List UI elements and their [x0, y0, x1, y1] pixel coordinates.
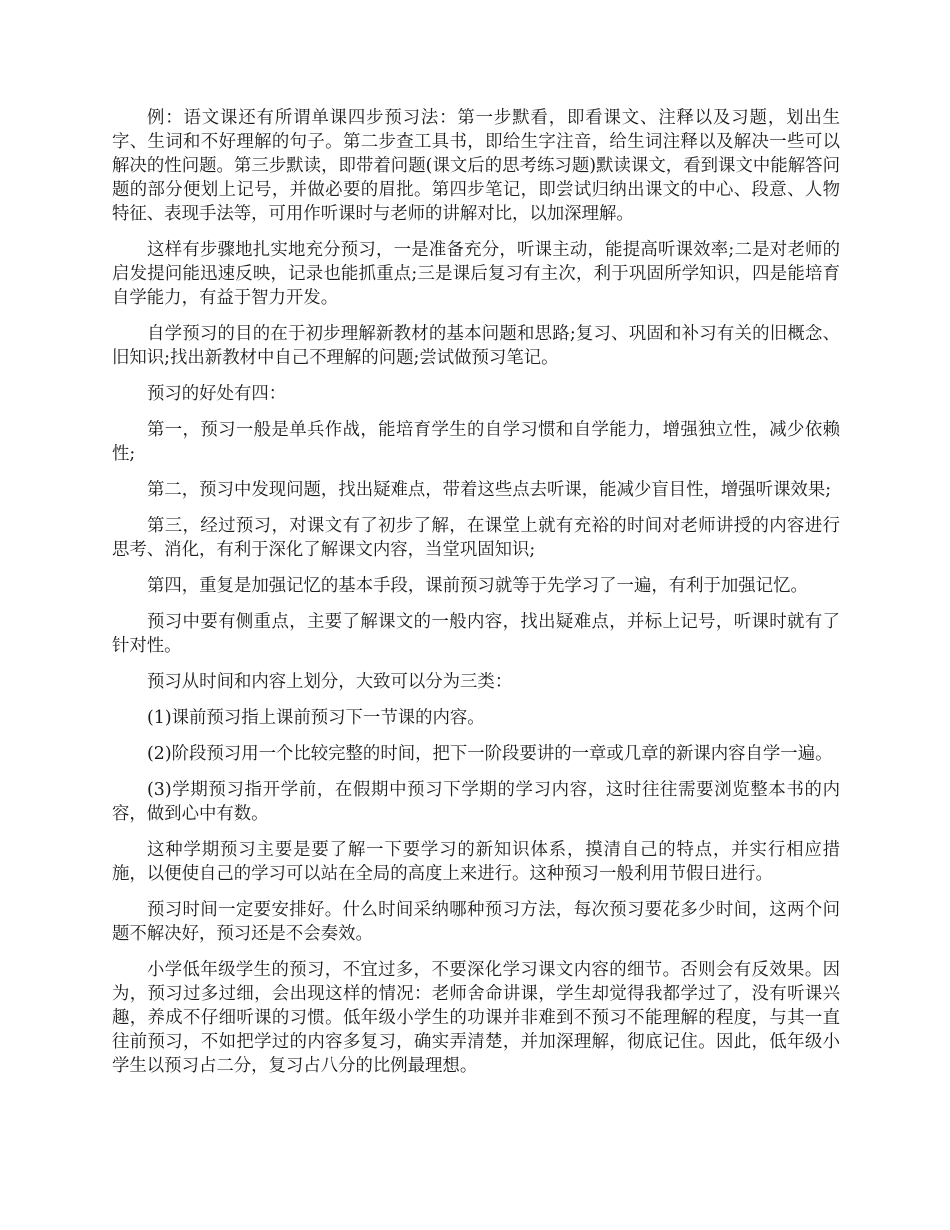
paragraph-15: 预习时间一定要安排好。什么时间采纳哪种预习方法，每次预习要花多少时间，这两个问题不解决好，预习还是不会奏效。	[112, 900, 840, 944]
paragraph-11: (1)课前预习指上课前预习下一节课的内容。	[147, 708, 485, 728]
paragraph-12: (2)阶段预习用一个比较完整的时间，把下一阶段要讲的一章或几章的新课内容自学一遍。	[147, 744, 833, 764]
paragraph-16: 小学低年级学生的预习，不宜过多，不要深化学习课文内容的细节。否则会有反效果。因为，预习过多过细，会出现这样的情况：老师舍命讲课，学生却觉得我都学过了，没有听课兴趣，养成不仔细听课的习惯。低年级小学生的功课并非难到不预习不能理解的程度，与其一直往前预习，不如把学过的内容多复习，确实弄清楚，并加深理解，彻底记住。因此，低年级小学生以预习占二分，复习占八分的比例最理想。	[112, 960, 840, 1076]
paragraph-9: 预习中要有侧重点，主要了解课文的一般内容，找出疑难点，并标上记号，听课时就有了针对性。	[112, 612, 840, 656]
paragraph-6: 第二，预习中发现问题，找出疑难点，带着这些点去听课，能减少盲目性，增强听课效果;	[147, 480, 832, 500]
paragraph-7: 第三，经过预习，对课文有了初步了解，在课堂上就有充裕的时间对老师讲授的内容进行思考、消化，有利于深化了解课文内容，当堂巩固知识;	[112, 516, 840, 560]
paragraph-1: 例：语文课还有所谓单课四步预习法：第一步默看，即看课文、注释以及习题，划出生字、生词和不好理解的句子。第二步查工具书，即给生字注音，给生词注释以及解决一些可以解决的性问题。第三步默读，即带着问题(课文后的思考练习题)默读课文，看到课文中能解答问题的部分便划上记号，并做必要的眉批。第四步笔记，即尝试归纳出课文的中心、段意、人物特征、表现手法等，可用作听课时与老师的讲解对比，以加深理解。	[112, 108, 840, 224]
paragraph-3: 自学预习的目的在于初步理解新教材的基本问题和思路;复习、巩固和补习有关的旧概念、旧知识;找出新教材中自己不理解的问题;尝试做预习笔记。	[112, 324, 840, 368]
paragraph-13: (3)学期预习指开学前，在假期中预习下学期的学习内容，这时往往需要浏览整本书的内容，做到心中有数。	[112, 780, 840, 824]
document-page	[112, 106, 840, 1090]
paragraph-5: 第一，预习一般是单兵作战，能培育学生的自学习惯和自学能力，增强独立性，减少依赖性;	[112, 420, 840, 464]
paragraph-8: 第四，重复是加强记忆的基本手段，课前预习就等于先学习了一遍，有利于加强记忆。	[147, 576, 808, 596]
paragraph-2: 这样有步骤地扎实地充分预习，一是准备充分，听课主动，能提高听课效率;二是对老师的启发提问能迅速反映，记录也能抓重点;三是课后复习有主次，利于巩固所学知识，四是能培育自学能力，有益于智力开发。	[112, 240, 840, 308]
paragraph-4: 预习的好处有四：	[147, 384, 287, 404]
paragraph-14: 这种学期预习主要是要了解一下要学习的新知识体系，摸清自己的特点，并实行相应措施，以便使自己的学习可以站在全局的高度上来进行。这种预习一般利用节假日进行。	[112, 840, 840, 884]
paragraph-10: 预习从时间和内容上划分，大致可以分为三类：	[147, 672, 513, 692]
